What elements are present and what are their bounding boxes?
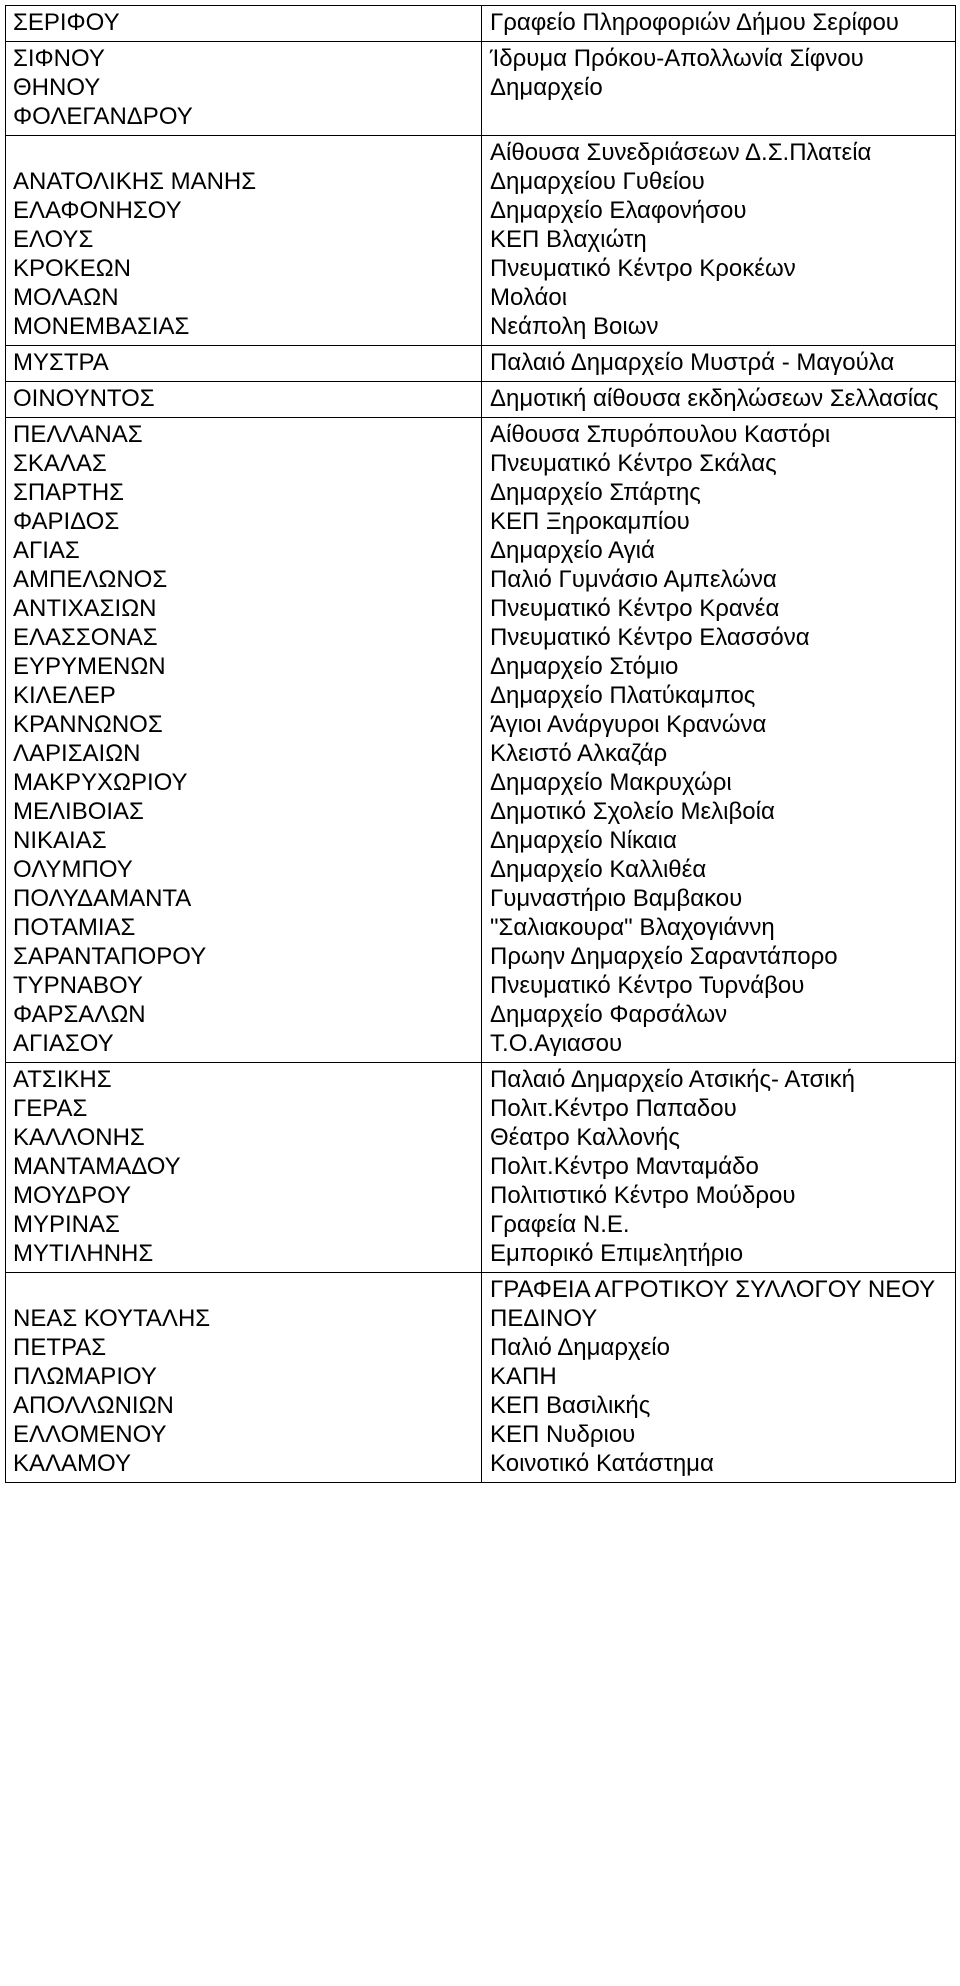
venue-cell — [482, 6, 956, 42]
municipality-cell — [6, 42, 482, 136]
municipality-name: ΚΡΑΝΝΩΝΟΣ — [13, 711, 163, 738]
venue-name: Γραφεία Ν.Ε. — [490, 1211, 630, 1238]
venue-name: Δημοτική αίθουσα εκδηλώσεων Σελλασίας — [490, 385, 939, 412]
venue-name: Εμπορικό Επιμελητήριο — [490, 1240, 744, 1267]
venue-name: Δημαρχείο Πλατύκαμπος — [490, 682, 756, 709]
venue-name: Θέατρο Καλλονής — [490, 1124, 680, 1151]
municipality-name: ΕΛΛΟΜΕΝΟΥ — [13, 1421, 167, 1448]
venue-cell — [482, 418, 956, 1063]
venue-name: Παλαιό Δημαρχείο Ατσικής- Ατσική — [490, 1066, 855, 1093]
table-row — [6, 382, 956, 418]
venue-cell — [482, 42, 956, 136]
municipality-name: ΣΑΡΑΝΤΑΠΟΡΟΥ — [13, 943, 207, 970]
venue-name: Τ.Ο.Αγιασου — [490, 1030, 623, 1057]
municipality-cell — [6, 136, 482, 346]
municipality-name: ΦΑΡΣΑΛΩΝ — [13, 1001, 146, 1028]
venue-cell — [482, 136, 956, 346]
venue-name: Πολιτ.Κέντρο Μανταμάδο — [490, 1153, 759, 1180]
municipality-name: ΤΥΡΝΑΒΟΥ — [13, 972, 143, 999]
municipality-name: ΣΕΡΙΦΟΥ — [13, 9, 120, 36]
venue-name: Παλαιό Δημαρχείο Μυστρά - Μαγούλα — [490, 349, 895, 376]
venue-name: Νεάπολη Βοιων — [490, 313, 659, 340]
venue-name: Δημαρχείο Σπάρτης — [490, 479, 701, 506]
municipality-name: ΜΑΝΤΑΜΑΔΟΥ — [13, 1153, 181, 1180]
venue-name: Δημαρχείο Στόμιο — [490, 653, 679, 680]
municipality-name: ΠΟΛΥΔΑΜΑΝΤΑ — [13, 885, 192, 912]
municipality-name: ΑΝΑΤΟΛΙΚΗΣ ΜΑΝΗΣ — [13, 168, 257, 195]
municipality-name: ΜΥΡΙΝΑΣ — [13, 1211, 120, 1238]
municipality-name: ΣΚΑΛΑΣ — [13, 450, 107, 477]
municipality-name: ΚΡΟΚΕΩΝ — [13, 255, 131, 282]
municipality-name: ΓΕΡΑΣ — [13, 1095, 88, 1122]
municipality-cell — [6, 6, 482, 42]
municipality-name: ΚΑΛΛΟΝΗΣ — [13, 1124, 145, 1151]
venue-name: Γυμναστήριο Βαμβακου — [490, 885, 743, 912]
municipality-name: ΚΑΛΑΜΟΥ — [13, 1450, 131, 1477]
venue-name: Δημαρχείο Νίκαια — [490, 827, 677, 854]
venue-cell — [482, 346, 956, 382]
venue-name: ΚΕΠ Βλαχιώτη — [490, 226, 647, 253]
municipality-name: ΜΟΝΕΜΒΑΣΙΑΣ — [13, 313, 190, 340]
table-row — [6, 136, 956, 346]
venue-name: Πολιτ.Κέντρο Παπαδου — [490, 1095, 737, 1122]
municipality-name: ΜΟΛΑΩΝ — [13, 284, 119, 311]
venue-name: "Σαλιακουρα" Βλαχογιάννη — [490, 914, 775, 941]
municipality-name: ΕΥΡΥΜΕΝΩΝ — [13, 653, 166, 680]
venue-name: Άγιοι Ανάργυροι Κρανώνα — [490, 711, 767, 738]
venue-name: Πνευματικό Κέντρο Τυρνάβου — [490, 972, 805, 999]
municipality-name: ΕΛΑΣΣΟΝΑΣ — [13, 624, 158, 651]
table-row — [6, 42, 956, 136]
municipality-name: ΑΝΤΙΧΑΣΙΩΝ — [13, 595, 157, 622]
municipality-name: ΜΑΚΡΥΧΩΡΙΟΥ — [13, 769, 188, 796]
municipality-name: ΣΙΦΝΟΥ — [13, 45, 105, 72]
venue-name: Πνευματικό Κέντρο Κρανέα — [490, 595, 780, 622]
venue-name: Γραφείο Πληροφοριών Δήμου Σερίφου — [490, 9, 899, 36]
municipality-cell — [6, 418, 482, 1063]
venue-name: Αίθουσα Σπυρόπουλου Καστόρι — [490, 421, 831, 448]
venue-name: Κοινοτικό Κατάστημα — [490, 1450, 714, 1477]
municipality-cell — [6, 1273, 482, 1483]
table-row — [6, 346, 956, 382]
venue-name: Δημαρχείο Μακρυχώρι — [490, 769, 732, 796]
venue-name: Δημαρχείο Ελαφονήσου — [490, 197, 747, 224]
municipality-name: ΛΑΡΙΣΑΙΩΝ — [13, 740, 141, 767]
table-row — [6, 6, 956, 42]
municipality-name: ΦΑΡΙΔΟΣ — [13, 508, 120, 535]
table-row — [6, 1063, 956, 1273]
venue-name: Πνευματικό Κέντρο Ελασσόνα — [490, 624, 810, 651]
venue-name: Κλειστό Αλκαζάρ — [490, 740, 668, 767]
venue-name: Πολιτιστικό Κέντρο Μούδρου — [490, 1182, 796, 1209]
municipality-cell — [6, 346, 482, 382]
venue-name: Πρωην Δημαρχείο Σαραντάπορο — [490, 943, 838, 970]
venue-cell — [482, 1273, 956, 1483]
venue-name: Πνευματικό Κέντρο Κροκέων — [490, 255, 796, 282]
table-row — [6, 418, 956, 1063]
venue-name: Δημαρχείο Καλλιθέα — [490, 856, 707, 883]
municipality-name: ΕΛΑΦΟΝΗΣΟΥ — [13, 197, 182, 224]
venue-name: Πνευματικό Κέντρο Σκάλας — [490, 450, 777, 477]
venue-name: Δημαρχείο Αγιά — [490, 537, 655, 564]
venue-name: ΚΑΠΗ — [490, 1363, 557, 1390]
municipality-name: ΑΠΟΛΛΩΝΙΩΝ — [13, 1392, 174, 1419]
venue-cell — [482, 1063, 956, 1273]
municipality-name: ΑΓΙΑΣ — [13, 537, 80, 564]
venue-name: Δημοτικό Σχολείο Μελιβοία — [490, 798, 775, 825]
municipality-name: ΚΙΛΕΛΕΡ — [13, 682, 116, 709]
municipality-name: ΠΛΩΜΑΡΙΟΥ — [13, 1363, 157, 1390]
municipality-name: ΑΓΙΑΣΟΥ — [13, 1030, 114, 1057]
venue-cell — [482, 382, 956, 418]
municipality-name: ΣΠΑΡΤΗΣ — [13, 479, 125, 506]
venue-name: Ίδρυμα Πρόκου-Απολλωνία Σίφνου — [490, 45, 864, 72]
municipality-venue-table — [5, 5, 956, 1483]
municipality-name: ΠΟΤΑΜΙΑΣ — [13, 914, 136, 941]
municipality-name: ΝΙΚΑΙΑΣ — [13, 827, 107, 854]
municipality-name: ΝΕΑΣ ΚΟΥΤΑΛΗΣ — [13, 1305, 211, 1332]
municipality-cell — [6, 1063, 482, 1273]
venue-name: ΚΕΠ Νυδριου — [490, 1421, 636, 1448]
municipality-cell — [6, 382, 482, 418]
municipality-name: ΜΥΤΙΛΗΝΗΣ — [13, 1240, 154, 1267]
municipality-name: ΠΕΛΛΑΝΑΣ — [13, 421, 143, 448]
municipality-name: ΑΜΠΕΛΩΝΟΣ — [13, 566, 168, 593]
venue-name: Δημαρχείο Φαρσάλων — [490, 1001, 728, 1028]
municipality-name: ΟΙΝΟΥΝΤΟΣ — [13, 385, 155, 412]
venue-name: Παλιό Γυμνάσιο Αμπελώνα — [490, 566, 777, 593]
venue-name: Μολάοι — [490, 284, 568, 311]
venue-name: Δημαρχείο — [490, 74, 603, 101]
municipality-name: ΜΥΣΤΡΑ — [13, 349, 109, 376]
municipality-name: ΜΕΛΙΒΟΙΑΣ — [13, 798, 144, 825]
municipality-name: ΠΕΤΡΑΣ — [13, 1334, 107, 1361]
municipality-name: ΜΟΥΔΡΟΥ — [13, 1182, 132, 1209]
venue-name: Αίθουσα Συνεδριάσεων Δ.Σ.Πλατεία Δημαρχείου Γυθείου — [490, 139, 872, 195]
municipality-name: ΑΤΣΙΚΗΣ — [13, 1066, 112, 1093]
venue-name: Παλιό Δημαρχείο — [490, 1334, 670, 1361]
municipality-name: ΦΟΛΕΓΑΝΔΡΟΥ — [13, 103, 193, 130]
municipality-name: ΘΗΝΟΥ — [13, 74, 101, 101]
venue-name: ΚΕΠ Βασιλικής — [490, 1392, 651, 1419]
venue-name: ΓΡΑΦΕΙΑ ΑΓΡΟΤΙΚΟΥ ΣΥΛΛΟΓΟΥ ΝΕΟΥ ΠΕΔΙΝΟΥ — [490, 1276, 935, 1332]
venue-name: ΚΕΠ Ξηροκαμπίου — [490, 508, 690, 535]
municipality-name: ΕΛΟΥΣ — [13, 226, 94, 253]
municipality-name: ΟΛΥΜΠΟΥ — [13, 856, 133, 883]
table-row — [6, 1273, 956, 1483]
